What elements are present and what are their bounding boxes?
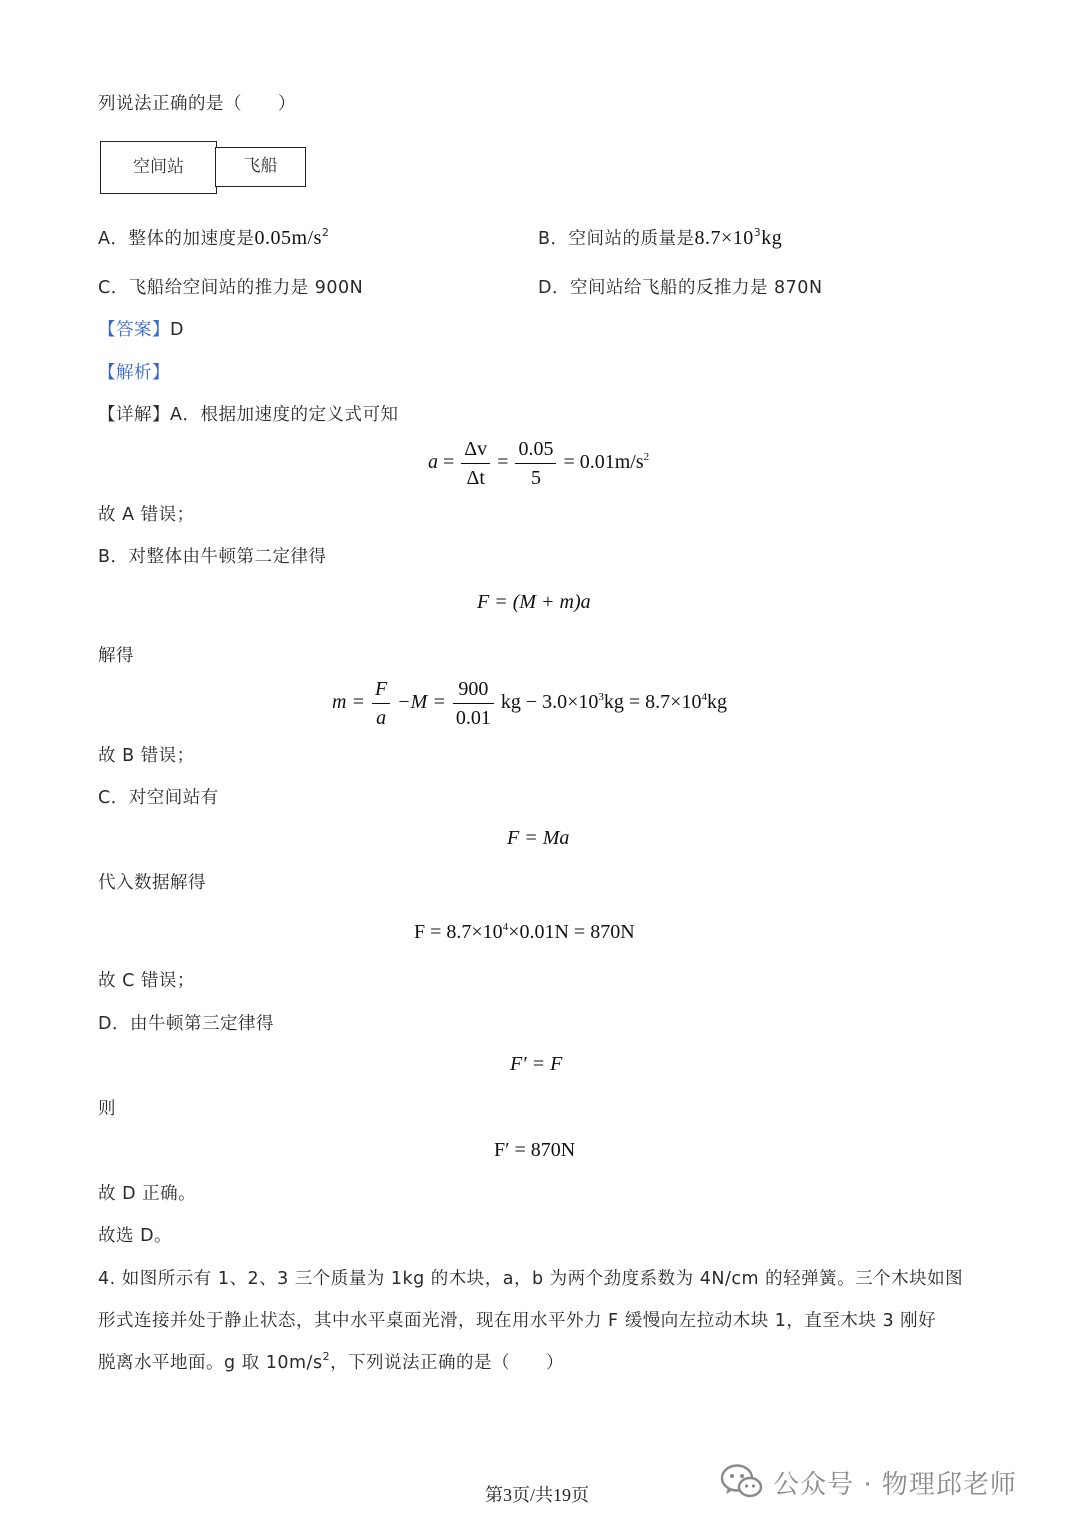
option-b: B．空间站的质量是$8.7\times 10^3kg$ bbox=[538, 226, 783, 249]
watermark: 公众号 · 物理邱老师 bbox=[720, 1462, 1017, 1502]
detail-c-sub: 代入数据解得 bbox=[98, 873, 206, 893]
detail-a-conclusion: 故 A 错误； bbox=[98, 505, 195, 525]
detail-a-intro: 【详解】A．根据加速度的定义式可知 bbox=[98, 405, 399, 425]
space-station-box: 空间站 bbox=[100, 141, 217, 194]
detail-b-conclusion: 故 B 错误； bbox=[98, 746, 195, 766]
option-a: A．整体的加速度是$0.05m/s^2$ bbox=[98, 226, 330, 249]
equation-newton-second: F = (M + m)a bbox=[477, 591, 591, 613]
equation-thrust: $F = 8.7\times 10^4\times 0.01N = 870N$ bbox=[414, 921, 635, 943]
detail-b-intro: B．对整体由牛顿第二定律得 bbox=[98, 547, 327, 567]
equation-newton-third: F′ = F bbox=[510, 1053, 563, 1075]
wechat-icon bbox=[720, 1462, 764, 1502]
equation-reaction: F′ = 870N bbox=[494, 1139, 576, 1161]
detail-d-conclusion: 故 D 正确。 bbox=[98, 1184, 197, 1204]
final-answer: 故选 D。 bbox=[98, 1226, 173, 1246]
option-d: D．空间站给飞船的反推力是 870N bbox=[538, 278, 823, 298]
question-tail: 列说法正确的是（ ） bbox=[98, 94, 296, 114]
equation-acceleration: a = $\frac{\Delta v}{\Delta t}$ = $\frac{0.05}{5}$ = $0.01m/s^2$ bbox=[428, 438, 650, 489]
page-number: 第3页/共19页 bbox=[485, 1485, 590, 1505]
analysis-label: 【解析】 bbox=[98, 363, 170, 383]
question-4-line1: 4. 如图所示有 1、2、3 三个质量为 1kg 的木块，a，b 为两个劲度系数为 4N/cm 的轻弹簧。三个木块如图 bbox=[98, 1269, 964, 1289]
detail-c-conclusion: 故 C 错误； bbox=[98, 971, 195, 991]
equation-mass: m = $\frac{F}{a}$ −M = $\frac{900}{0.01}$ kg − $3.0\times 10^3kg = 8.7\times 10^4kg$ bbox=[332, 678, 727, 729]
equation-station: F = Ma bbox=[507, 827, 570, 849]
detail-c-intro: C．对空间站有 bbox=[98, 788, 219, 808]
detail-d-intro: D．由牛顿第三定律得 bbox=[98, 1014, 274, 1034]
question-4-line2: 形式连接并处于静止状态，其中水平桌面光滑，现在用水平外力 F 缓慢向左拉动木块 1，直至木块 3 刚好 bbox=[98, 1311, 937, 1331]
answer-line: 【答案】D bbox=[98, 320, 184, 340]
question-4-line3: 脱离水平地面。g 取 $10m/s^2$，下列说法正确的是（ ） bbox=[98, 1350, 565, 1373]
detail-d-then: 则 bbox=[98, 1099, 116, 1119]
spacecraft-box: 飞船 bbox=[215, 147, 306, 187]
option-c: C．飞船给空间站的推力是 900N bbox=[98, 278, 364, 298]
detail-b-solve: 解得 bbox=[98, 646, 134, 666]
